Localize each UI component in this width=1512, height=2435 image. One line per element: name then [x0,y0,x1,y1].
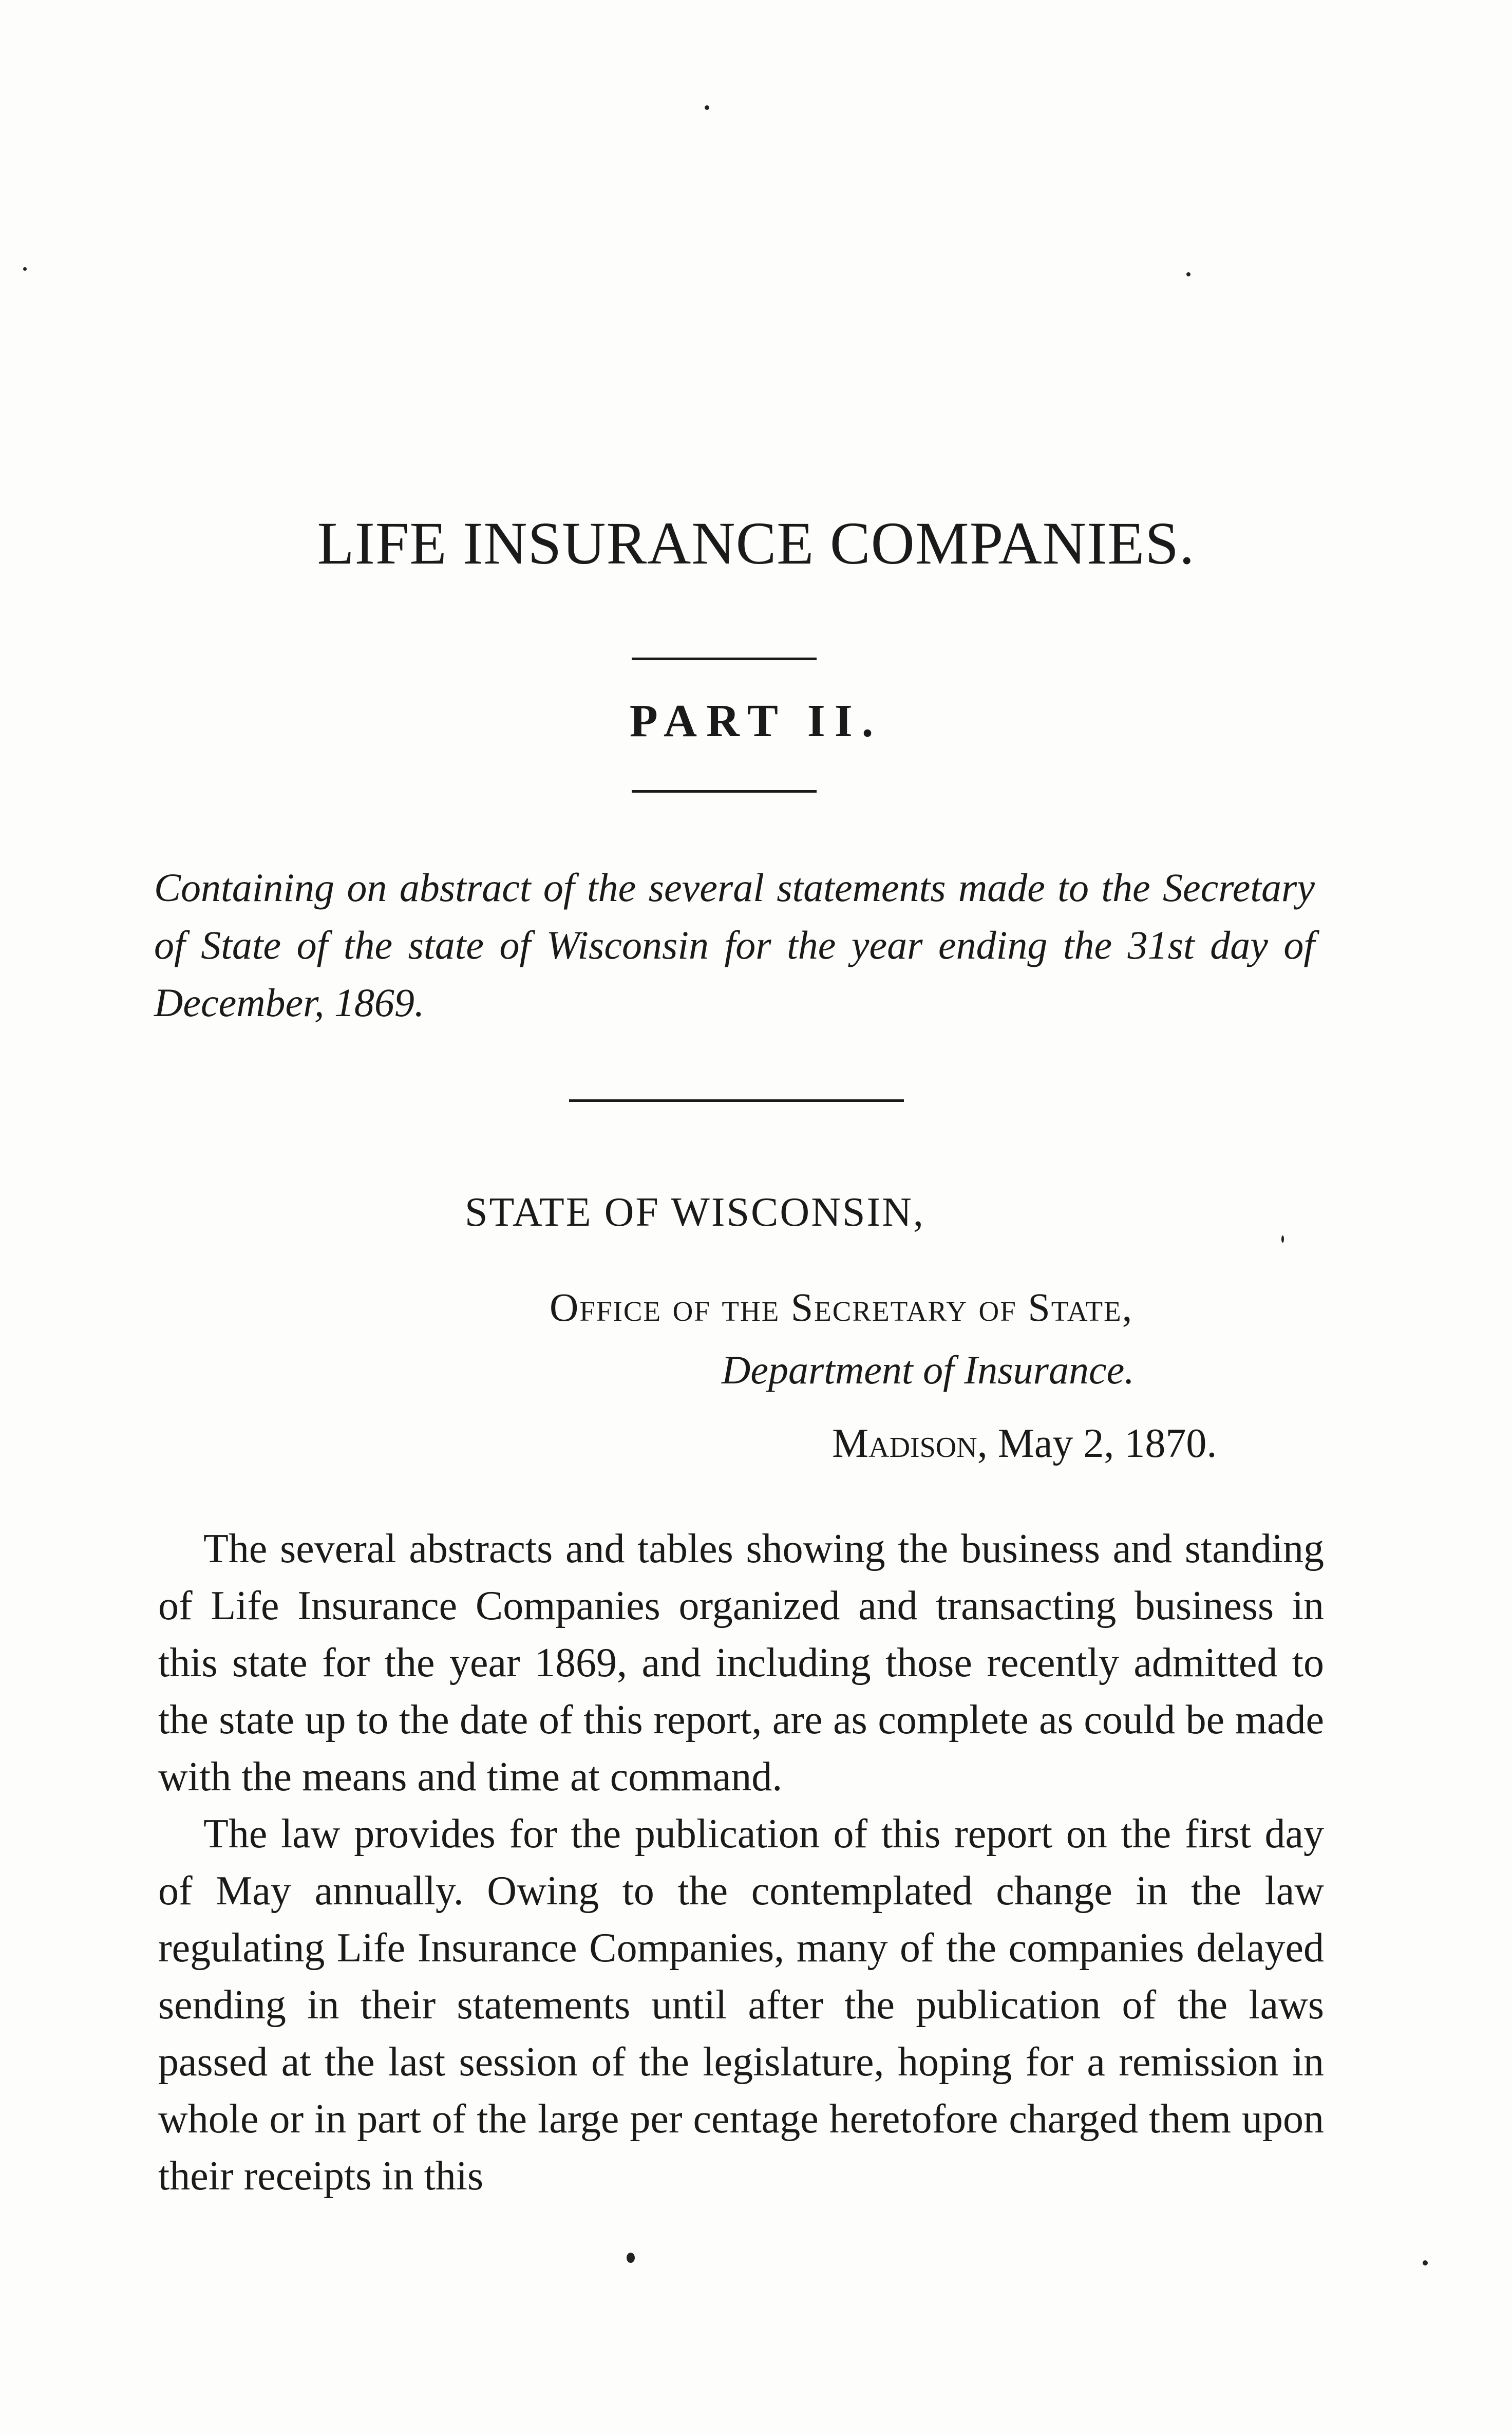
body-text [158,1521,1324,2205]
section-divider [569,1099,904,1102]
dateline-date: May 2, 1870. [997,1421,1217,1466]
body-paragraph-1: The several abstracts and tables showing the business and standing of Life Insurance Companies organized and transacting business in this state for the year 1869, and including those recently admitted to the state up to the date of this report, are as complete as could be made with the means and time at command. [158,1526,1324,1800]
scan-speck [1423,2260,1428,2265]
scan-speck [1281,1235,1284,1243]
heading-department: Department of Insurance. [722,1347,1135,1392]
page-title: LIFE INSURANCE COMPANIES. [317,510,1195,577]
intro-text: Containing on abstract of the several statements made to the Secretary of State of the state of Wisconsin for the year ending the 31st day of December, 1869. [154,865,1315,1025]
part-rule-bottom [632,790,817,793]
dateline-place: Madison, [832,1421,988,1466]
heading-state: STATE OF WISCONSIN, [465,1190,925,1235]
intro-paragraph [154,859,1315,1032]
scan-speck [627,2253,635,2263]
heading-dateline [832,1420,1217,1467]
scan-speck [23,267,27,271]
scan-speck [1186,272,1190,276]
part-heading: PART II. [629,696,883,746]
scan-speck [705,105,709,110]
title-rule-top [632,658,817,660]
heading-office: Office of the Secretary of State, [550,1285,1133,1329]
body-paragraph-2: The law provides for the publication of this report on the first day of May annually. Owing to the contemplated change in the law regulating Life Insurance Companies, many of the companies delayed sending in their statements until after the publication of the laws passed at the last session of the legislature, hoping for a remission in whole or in part of the large per centage heretofore charged them upon their receipts in this [158,1811,1324,2199]
